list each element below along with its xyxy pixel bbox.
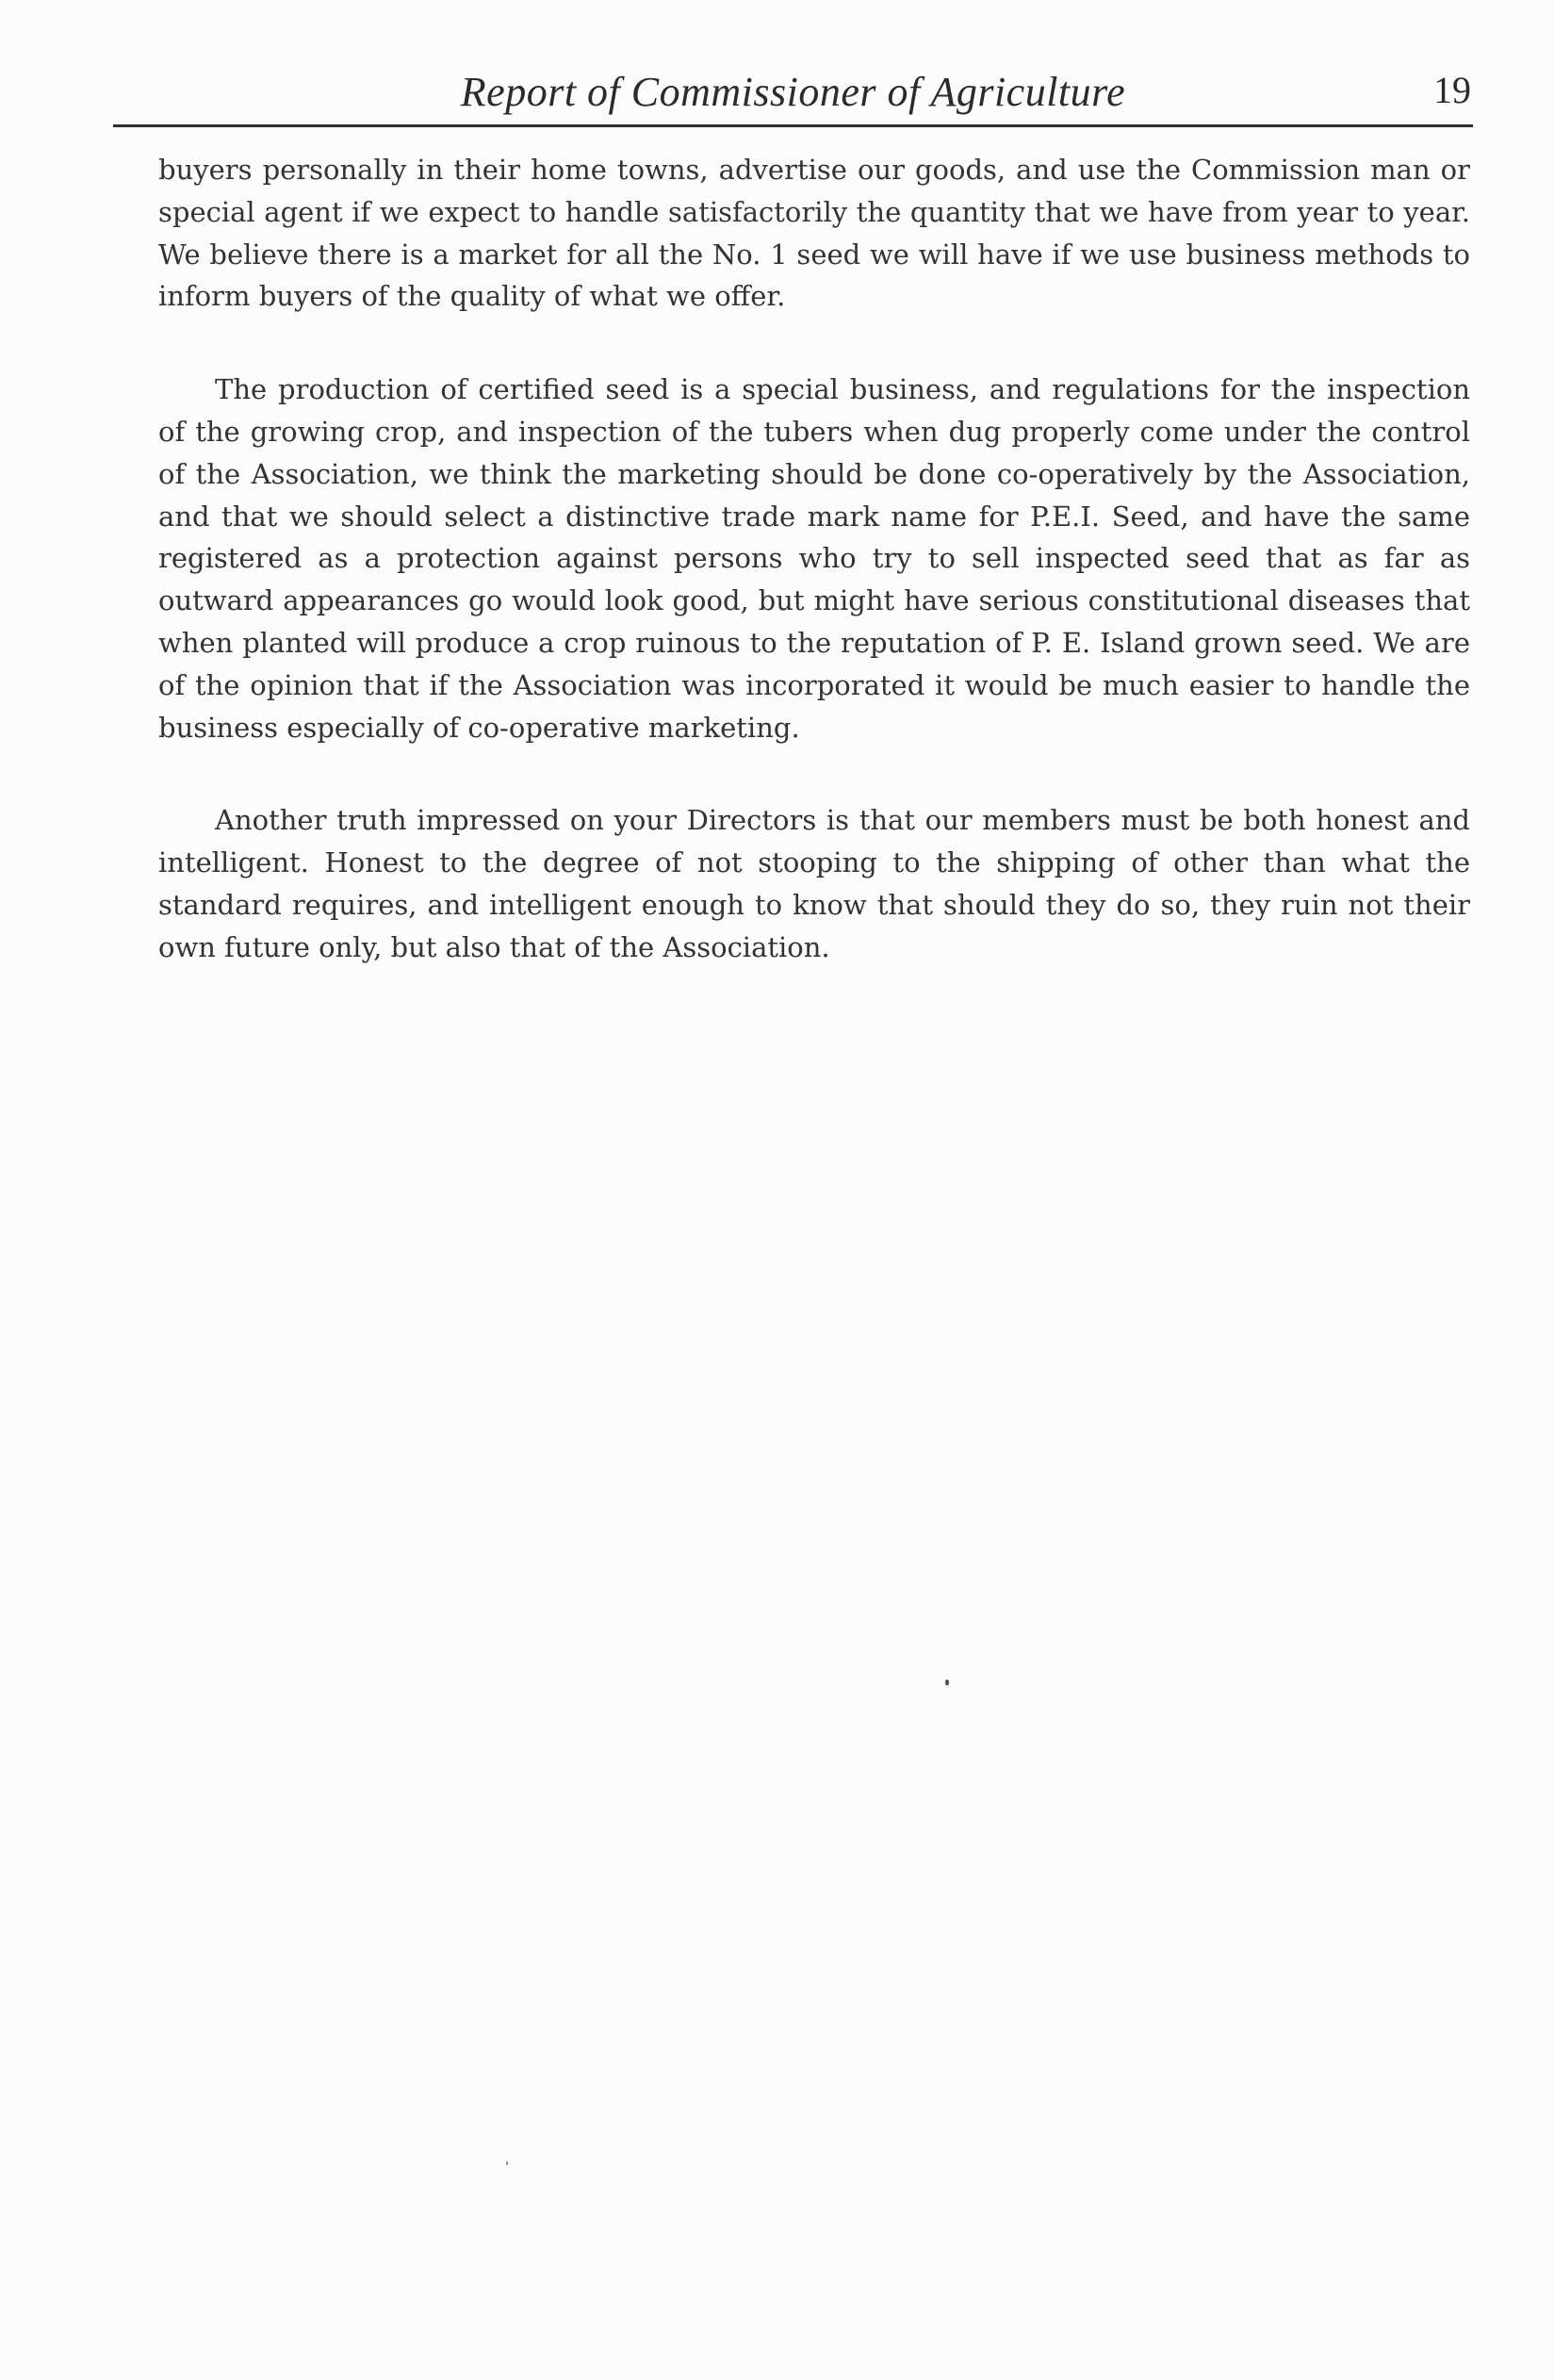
paragraph: The production of certified seed is a special business, and regulations for the inspection of the growing crop, and inspection of the tubers when dug properly come under the control of the Association, we think the marketing should be done co-operatively by the Association, and that we should select a distinctive trade mark name for P.E.I. Seed, and have the same registered as a protection against persons who try to sell inspected seed that as far as outward appearances go would look good, but might have serious constitutional diseases that when planted will produce a crop ruinous to the reputation of P. E. Island grown seed. We are of the opinion that if the Association was incorporated it would be much easier to handle the business especially of co-operative marketing. [158,373,1470,744]
running-title: Report of Commissioner of Agriculture [460,69,1126,115]
paragraph: buyers personally in their home towns, advertise our goods, and use the Commission man or special agent if we expect to handle satisfactorily the quantity that we have from year to year. We believe there is a market for all the No. 1 seed we will have if we use business methods to inform buyers of the quality of what we offer. [158,154,1470,313]
body-text [158,149,1470,969]
header-rule [113,124,1473,127]
paragraph: Another truth impressed on your Directors is that our members must be both honest and intelligent. Honest to the degree of not stooping to the shipping of other than what the standard requires, and intelligent enough to know that should they do so, they ruin not their own future only, but also that of the Association. [158,804,1470,963]
print-speck [506,2161,508,2165]
page-number: 19 [1433,69,1471,111]
print-speck [945,1680,949,1685]
page-header [113,64,1473,124]
